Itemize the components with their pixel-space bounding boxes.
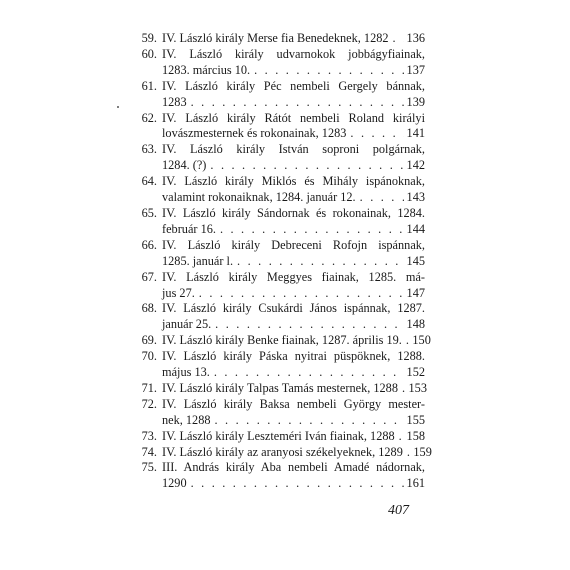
toc-entry [133,429,425,445]
entry-page-number: 145 [406,253,425,268]
entry-title-line: IV. László király udvarnokok jobbágyfiainak, [162,46,425,61]
entry-title-line: IV. László király Páska nyitrai püspöknek, 1288. [162,349,425,364]
entry-title-line: IV. László király Sándornak és rokonainak, 1284. [162,205,425,220]
entry-page-number: 148 [406,317,425,332]
entry-title-text: 1283 [162,94,187,109]
entry-title-text: IV. László király Benke fiainak, 1287. április 19. [162,333,402,348]
entry-body [162,206,425,238]
entry-number: 64. [141,174,157,189]
toc-entry [133,47,425,79]
entry-number: 69. [141,333,157,348]
entry-number: 62. [141,110,157,125]
entry-last-line [162,254,425,270]
entry-title-text: 1290 [162,476,187,491]
dot-leader [346,126,404,142]
entry-title-text: május 13. [162,365,210,380]
dot-leader [211,317,404,333]
entry-body [162,79,425,111]
entry-number: 72. [141,396,157,411]
entry-body [162,31,425,47]
entry-page-number: 137 [406,62,425,77]
toc-entry [133,174,425,206]
entry-last-line [162,31,425,47]
entry-page-number: 155 [406,412,425,427]
dot-leader [216,222,404,238]
entry-title-text: IV. László király Leszteméri Iván fiainak, 1288 [162,428,395,443]
entry-last-line [162,95,425,111]
toc-entry [133,31,425,47]
dot-leader [398,381,406,397]
entry-last-line [162,126,425,142]
entry-last-line [162,444,432,461]
entry-title-line: IV. László király Péc nembeli Gergely bánnak, [162,78,425,93]
entry-body [162,301,425,333]
toc-entry [133,79,425,111]
entry-page-number: 139 [406,94,425,109]
entry-title-text: február 16. [162,221,216,236]
entry-body [162,270,425,302]
entry-number: 71. [141,380,157,395]
entry-title-text: IV. László király az aranyosi székelyeknek, 1289 [162,444,403,459]
entry-title-text: jus 27. [162,285,195,300]
entry-page-number: 158 [406,428,425,443]
entry-body [162,429,425,445]
toc-entry [133,349,425,381]
entry-page-number: 143 [406,190,425,205]
page-number: 407 [388,503,409,518]
entry-body [162,444,432,461]
entry-title-line: IV. László király Meggyes fiainak, 1285. má- [162,269,425,284]
toc-entry [133,333,431,349]
print-speck [117,106,119,108]
entry-body [162,333,431,349]
entry-number: 67. [141,269,157,284]
entry-number: 75. [141,460,157,475]
toc-entry [133,381,425,397]
dot-leader [250,63,404,79]
entry-title-line: IV. László király Csukárdi János ispánnak, 1287. [162,301,425,316]
toc-entry [133,270,425,302]
entry-body [162,381,425,397]
entry-title-line: IV. László király István soproni polgárnak, [162,142,425,157]
entry-last-line [162,381,425,397]
entry-last-line [162,190,425,206]
entry-last-line [162,476,425,492]
entry-number: 68. [141,301,157,316]
entry-body [162,174,425,206]
dot-leader [402,333,410,349]
entry-title-text: lovászmesternek és rokonainak, 1283 [162,126,347,141]
entry-number: 66. [141,237,157,252]
entry-last-line [162,158,425,174]
entry-page-number: 142 [406,158,425,173]
entry-title-line: IV. László király Debreceni Rofojn ispánnak, [162,237,425,252]
toc-entry [133,206,425,238]
dot-leader [233,254,404,270]
entry-body [162,47,425,79]
toc-entry [133,301,425,333]
dot-leader [210,365,404,381]
entry-number: 60. [141,46,157,61]
entry-title-text: nek, 1288 [162,412,211,427]
entry-number: 73. [141,428,157,443]
dot-leader [187,95,404,111]
entry-number: 59. [141,31,157,45]
entry-last-line [162,317,425,333]
entry-body [162,238,425,270]
entry-page-number: 141 [406,126,425,141]
entry-page-number: 153 [408,380,427,395]
dot-leader [211,413,405,429]
dot-leader [389,31,404,47]
entry-last-line [162,365,425,381]
toc-entry [133,238,425,270]
entry-title-line: III. András király Aba nembeli Amadé nádornak, [162,460,425,475]
dot-leader [395,429,404,445]
entry-last-line [162,286,425,302]
entry-page-number: 161 [406,476,425,491]
entry-title-line: IV. László király Baksa nembeli György mester- [162,396,425,411]
entry-title-text: 1283. március 10. [162,62,251,77]
dot-leader [206,158,404,174]
entry-body [162,111,425,143]
entry-last-line [162,63,425,79]
entry-number: 65. [141,205,157,220]
entry-page-number: 150 [412,333,431,348]
entry-title-text: IV. László király Talpas Tamás mesternek, 1288 [162,380,398,395]
entry-number: 63. [141,142,157,157]
toc-entry [133,397,425,429]
toc-entry [133,444,432,461]
dot-leader [403,445,411,461]
entry-last-line [162,429,425,445]
toc-entry [133,460,425,492]
entry-number: 61. [141,78,157,93]
entry-title-text: IV. László király Merse fia Benedeknek, 1282 [162,31,389,45]
dot-leader [187,476,404,492]
entry-title-text: valamint rokonaiknak, 1284. január 12. [162,190,356,205]
entry-body [162,397,425,429]
entry-last-line [162,222,425,238]
entry-title-line: IV. László király Rátót nembeli Roland királyi [162,110,425,125]
entry-title-text: 1285. január l. [162,253,234,268]
entry-page-number: 159 [413,444,432,459]
entry-page-number: 144 [406,221,425,236]
entry-last-line [162,333,431,349]
entry-title-text: január 25. [162,317,212,332]
toc-entry [133,111,425,143]
entry-page-number: 152 [406,365,425,380]
entry-title-line: IV. László király Miklós és Mihály ispánoknak, [162,174,425,189]
entry-body [162,349,425,381]
entry-body [162,460,425,492]
entry-number: 70. [141,349,157,364]
dot-leader [356,190,404,206]
entry-title-text: 1284. (?) [162,158,207,173]
entry-page-number: 136 [406,31,425,45]
entry-number: 74. [141,444,157,459]
table-of-contents [133,31,432,492]
entry-page-number: 147 [406,285,425,300]
entry-body [162,142,425,174]
entry-last-line [162,413,425,429]
toc-entry [133,142,425,174]
dot-leader [195,286,404,302]
